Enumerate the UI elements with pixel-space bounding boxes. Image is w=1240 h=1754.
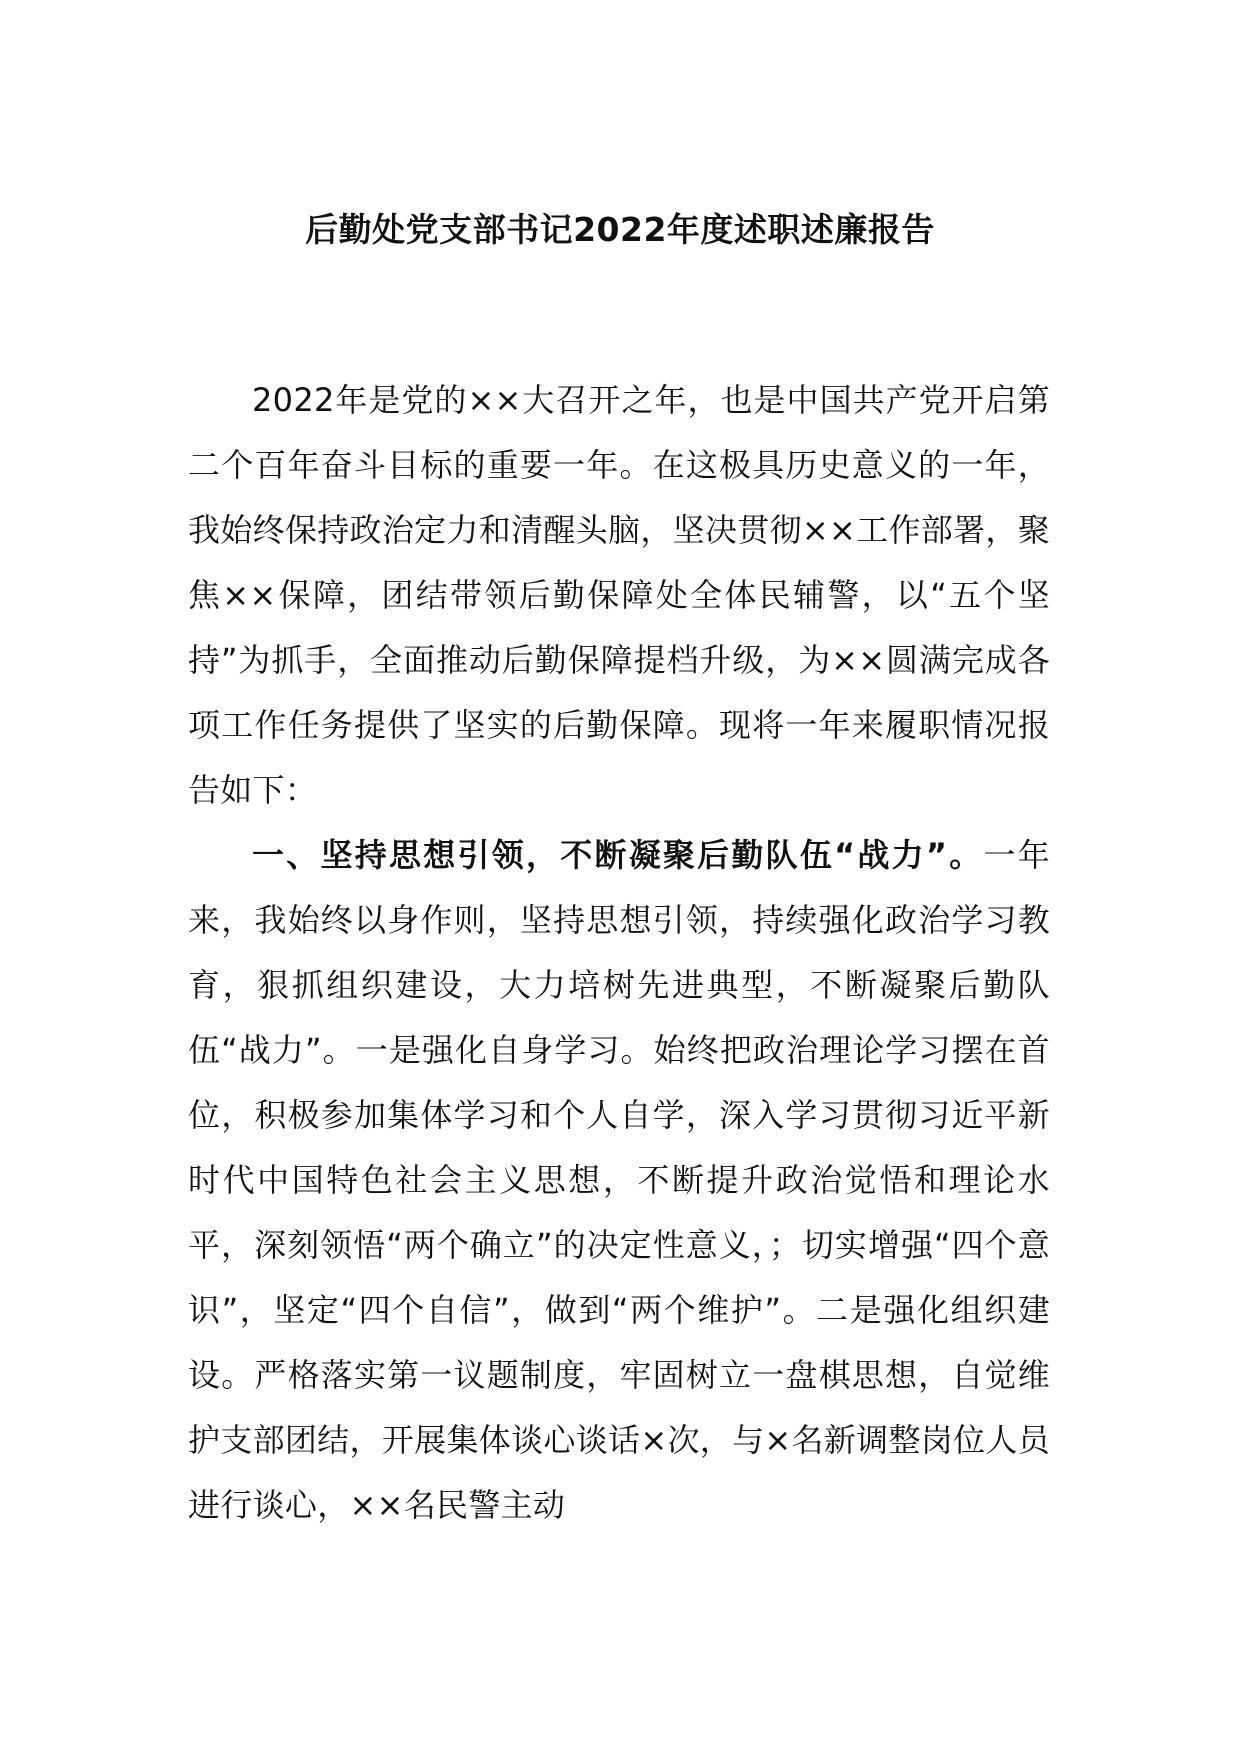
section-one-paragraph <box>188 823 1050 1538</box>
document-title: 后勤处党支部书记2022年度述职述廉报告 <box>305 210 935 249</box>
document-body <box>188 368 1050 1538</box>
section-one-text: 一年来，我始终以身作则，坚持思想引领，持续强化政治学习教育，狠抓组织建设，大力培树先进典型，不断凝聚后勤队伍“战力”。一是强化自身学习。始终把政治理论学习摆在首位，积极参加集体学习和个人自学，深入学习贯彻习近平新时代中国特色社会主义思想，不断提升政治觉悟和理论水平，深刻领悟“两个确立”的决定性意义，；切实增强“四个意识”，坚定“四个自信”，做到“两个维护”。二是强化组织建设。严格落实第一议题制度，牢固树立一盘棋思想，自觉维护支部团结，开展集体谈心谈话×次，与×名新调整岗位人员进行谈心，××名民警主动 <box>188 836 1050 1524</box>
intro-paragraph: 2022年是党的××大召开之年，也是中国共产党开启第二个百年奋斗目标的重要一年。在这极具历史意义的一年，我始终保持政治定力和清醒头脑，坚决贯彻××工作部署，聚焦××保障，团结带领后勤保障处全体民辅警，以“五个坚持”为抓手，全面推动后勤保障提档升级，为××圆满完成各项工作任务提供了坚实的后勤保障。现将一年来履职情况报告如下： <box>188 381 1050 809</box>
section-one-heading: 一、坚持思想引领，不断凝聚后勤队伍“战力”。 <box>252 836 984 874</box>
